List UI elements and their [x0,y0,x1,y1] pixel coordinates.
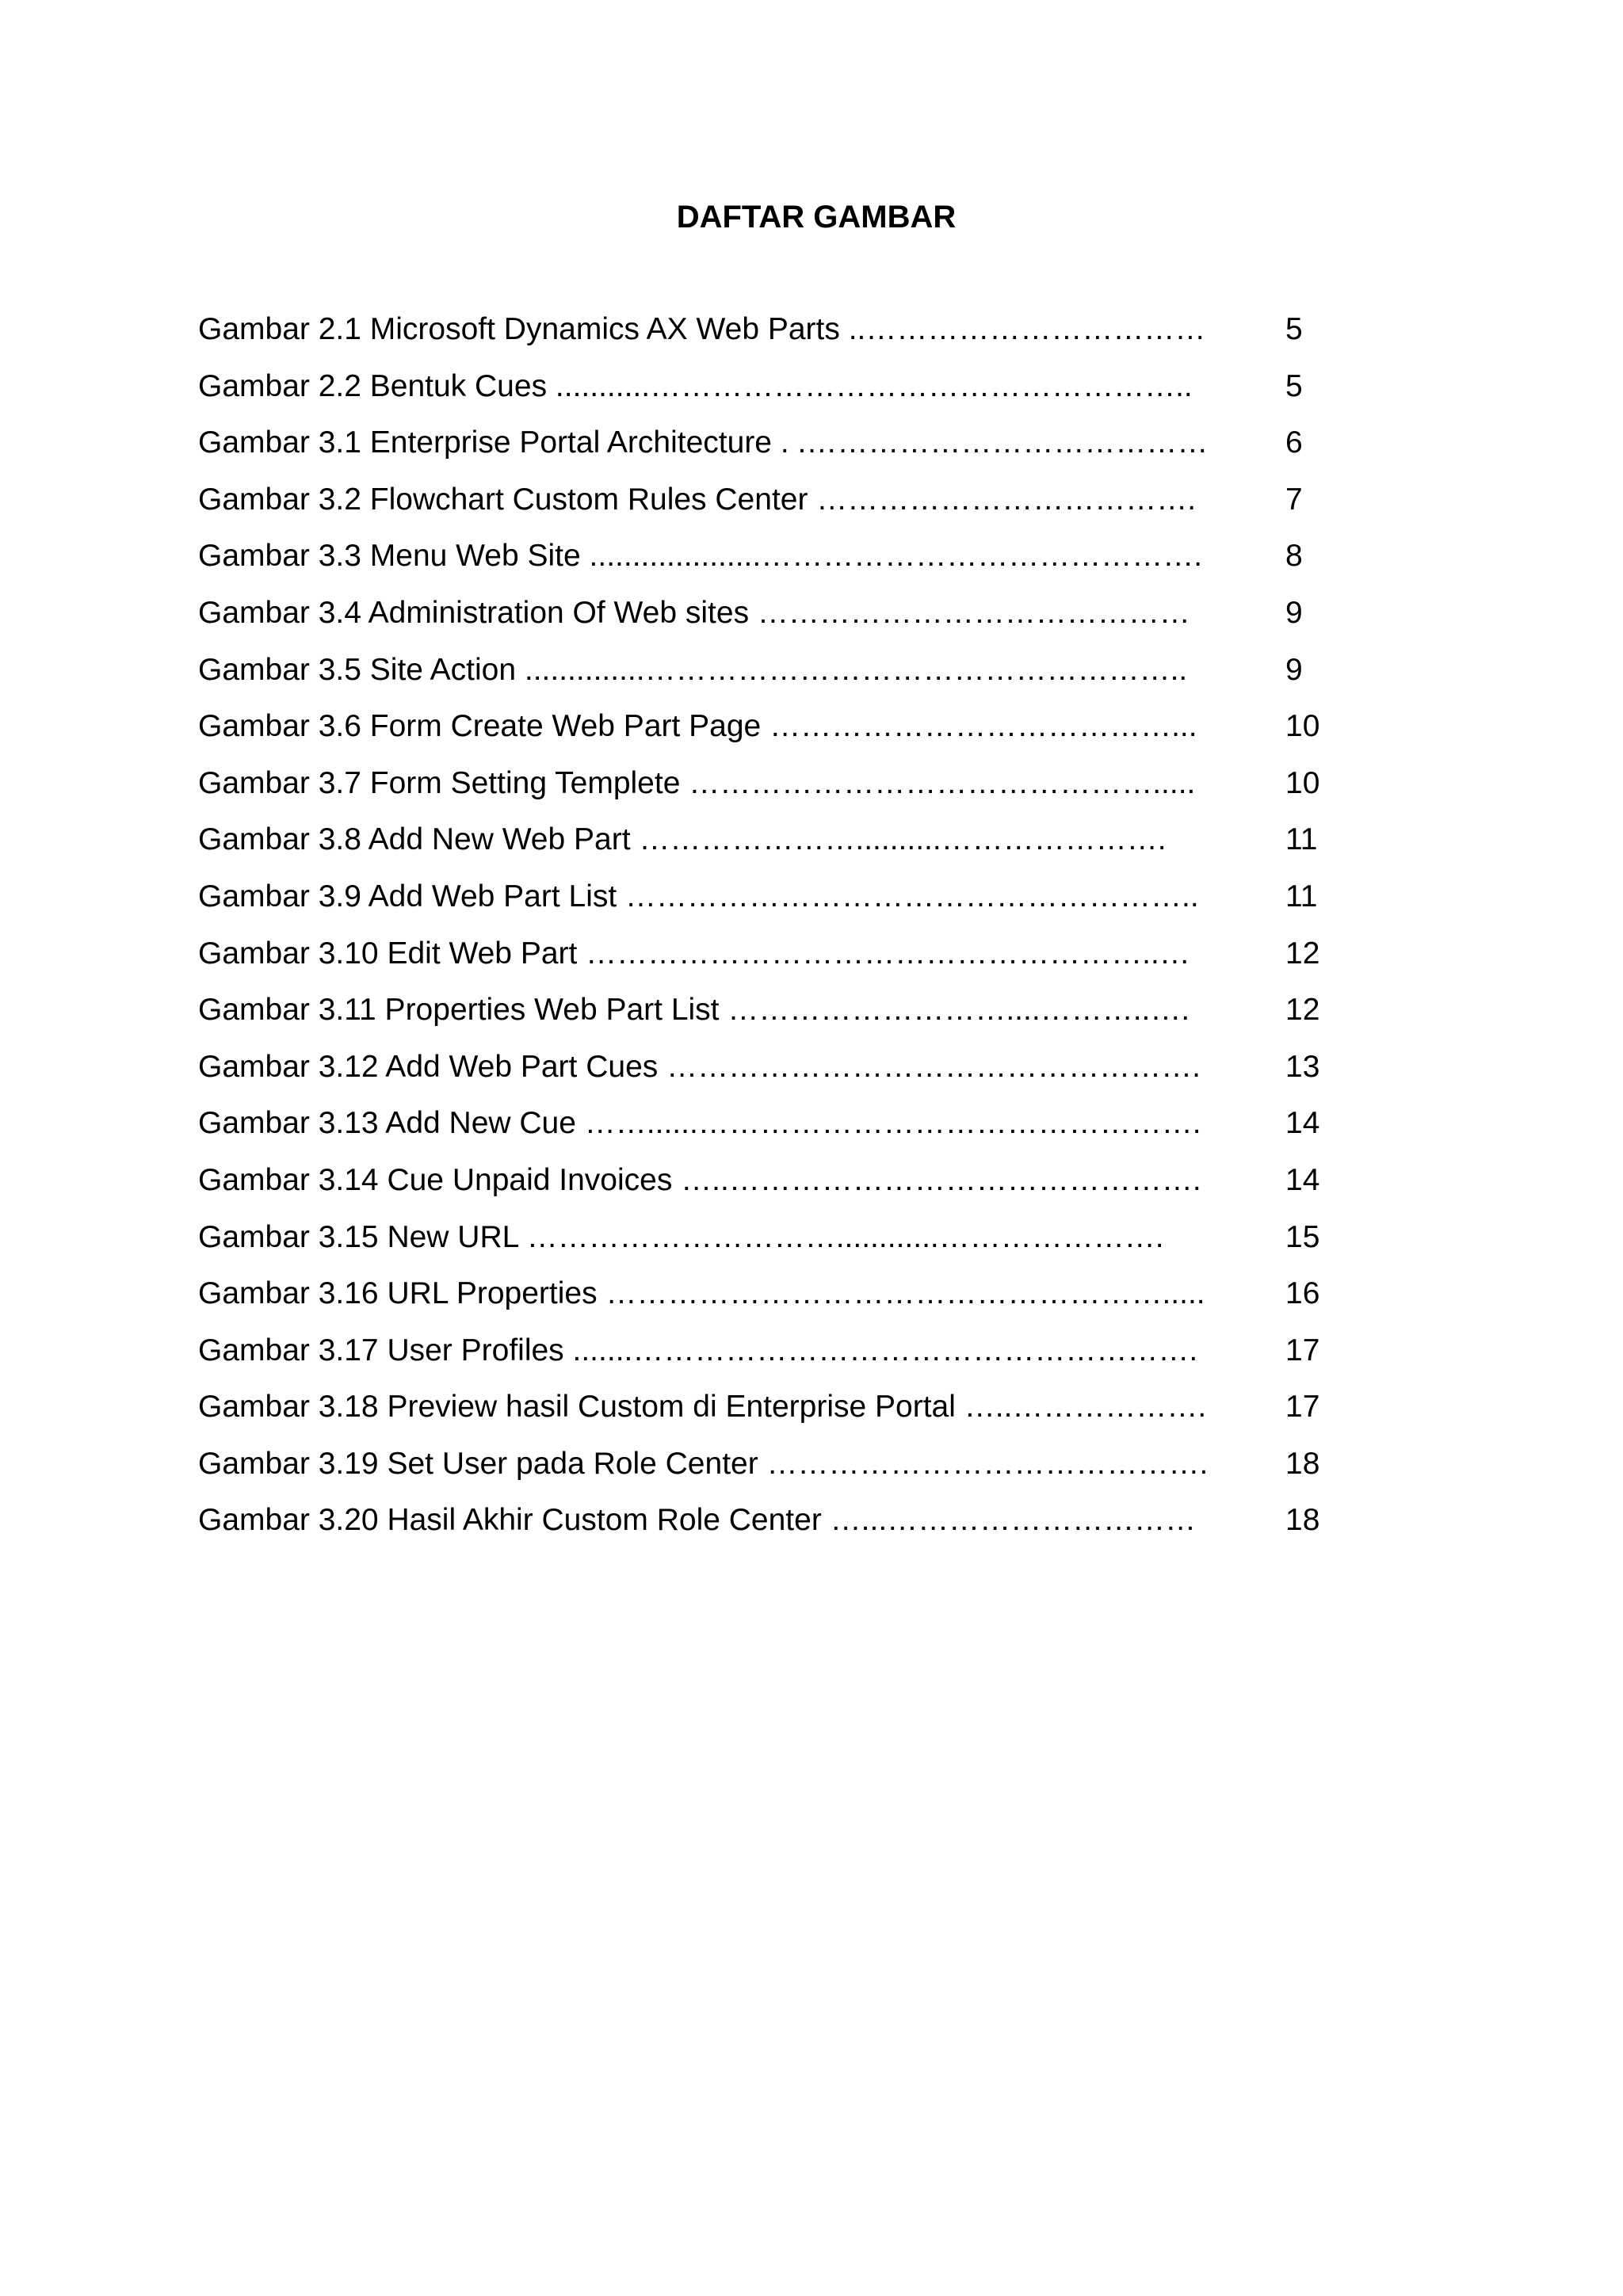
figure-entry-page-number: 8 [1285,539,1303,574]
figure-list-item [198,1101,1323,1158]
figure-entry-text: Gambar 3.10 Edit Web Part ………………………………………………..… [198,936,1190,971]
figure-entry-text: Gambar 3.7 Form Setting Templete ………………………………………..... [198,765,1196,800]
figure-entry-page-number: 17 [1285,1390,1320,1425]
figure-entry-text: Gambar 3.15 New URL …………………………............…………………. [198,1219,1164,1254]
figure-entry-page-number: 9 [1285,652,1303,687]
figure-list-item [198,1329,1323,1386]
figure-entry-page-number: 10 [1285,765,1320,800]
page-title: DAFTAR GAMBAR [676,200,957,235]
figure-entry-text: Gambar 3.17 User Profiles .......………………………………………………. [198,1333,1198,1367]
figure-entry-text: Gambar 3.20 Hasil Akhir Custom Role Center …...………………………… [198,1503,1197,1538]
figure-entry-text: Gambar 2.2 Bentuk Cues ...........…………………………………………….. [198,368,1193,403]
figure-list-item [198,1215,1323,1272]
figure-list-item [198,1385,1323,1442]
figure-entry-text: Gambar 3.12 Add Web Part Cues ……………………………………………. [198,1049,1201,1084]
figure-entry-page-number: 5 [1285,368,1303,403]
figure-entry-page-number: 10 [1285,709,1320,744]
figure-list-item [198,1045,1323,1102]
figure-entry-text: Gambar 3.19 Set User pada Role Center ……………………………………. [198,1446,1209,1481]
figure-entry-page-number: 11 [1285,879,1318,913]
figure-entry-text: Gambar 2.1 Microsoft Dynamics AX Web Parts ..…………………………… [198,312,1206,346]
figure-list-item [198,534,1323,591]
figure-entry-text: Gambar 3.11 Properties Web Part List ………………………....………..…. [198,993,1190,1028]
figure-list-item [198,1498,1323,1555]
figure-list-item [198,761,1323,818]
figure-entry-page-number: 12 [1285,936,1320,971]
figure-entry-page-number: 15 [1285,1219,1320,1254]
figure-entry-page-number: 18 [1285,1503,1320,1538]
figure-entry-text: Gambar 3.9 Add Web Part List ……………………………………………….. [198,879,1199,913]
figure-entry-page-number: 12 [1285,993,1320,1028]
figure-list-item [198,364,1323,421]
figure-list-item [198,421,1323,478]
figure-entry-text: Gambar 3.5 Site Action ..............…………………………………………….. [198,652,1188,687]
figure-list-item [198,875,1323,932]
figure-entry-text: Gambar 3.4 Administration Of Web sites …………………………………… [198,595,1190,630]
figure-entry-page-number: 9 [1285,595,1303,630]
figure-entry-text: Gambar 3.8 Add New Web Part …………………..........…………………. [198,822,1167,857]
figure-entry-page-number: 7 [1285,482,1303,517]
figure-entry-page-number: 16 [1285,1276,1320,1311]
figure-entry-page-number: 14 [1285,1106,1320,1141]
figure-list-item [198,591,1323,648]
figure-list-item [198,818,1323,875]
figure-entry-text: Gambar 3.13 Add New Cue ……......…………………………………………. [198,1106,1201,1141]
figure-entry-text: Gambar 3.3 Menu Web Site ....................……………………………………. [198,539,1203,574]
figure-entry-page-number: 18 [1285,1446,1320,1481]
figure-list-item [198,307,1323,364]
figure-entry-page-number: 17 [1285,1333,1320,1367]
figure-list-item [198,1442,1323,1499]
figure-list-item [198,704,1323,761]
figure-list-item [198,478,1323,535]
figure-entry-page-number: 5 [1285,312,1303,346]
figure-entry-text: Gambar 3.2 Flowchart Custom Rules Center ………………………………. [198,482,1197,517]
figure-entry-text: Gambar 3.6 Form Create Web Part Page …………………………………... [198,709,1197,744]
figure-list [198,307,1323,1555]
figure-entry-text: Gambar 3.18 Preview hasil Custom di Enterprise Portal …..………………. [198,1390,1207,1425]
figure-entry-page-number: 6 [1285,425,1303,460]
figure-entry-page-number: 11 [1285,822,1318,857]
figure-list-item [198,648,1323,705]
figure-entry-page-number: 14 [1285,1162,1320,1197]
figure-list-item [198,1158,1323,1215]
figure-entry-text: Gambar 3.1 Enterprise Portal Architecture . .………………………………… [198,425,1209,460]
figure-entry-text: Gambar 3.16 URL Properties ………………………………………………..... [198,1276,1205,1311]
figure-entry-text: Gambar 3.14 Cue Unpaid Invoices …..………………………………………. [198,1162,1201,1197]
figure-entry-page-number: 13 [1285,1049,1320,1084]
figure-list-item [198,988,1323,1045]
figure-list-item [198,1272,1323,1329]
figure-list-item [198,932,1323,989]
